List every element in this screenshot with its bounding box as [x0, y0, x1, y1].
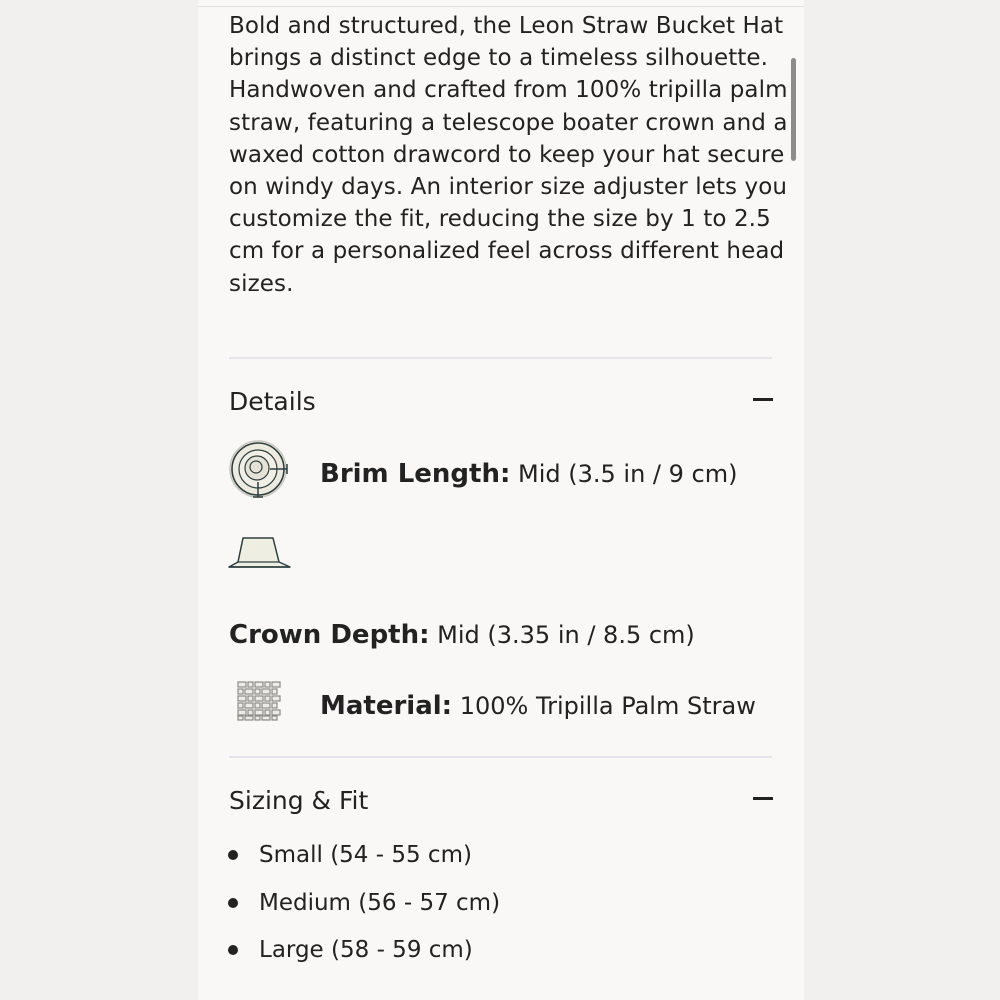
material-value: 100% Tripilla Palm Straw	[459, 692, 756, 720]
bucket-hat-icon	[228, 534, 292, 570]
size-small: Small (54 - 55 cm)	[259, 842, 472, 868]
list-item	[229, 835, 500, 883]
details-section-title[interactable]: Details	[229, 387, 316, 416]
sizing-section-title[interactable]: Sizing & Fit	[229, 786, 369, 815]
material-label: Material:	[320, 691, 453, 721]
size-medium: Medium (56 - 57 cm)	[259, 889, 501, 916]
detail-crown-depth	[229, 619, 695, 651]
list-item	[229, 930, 500, 978]
bullet-icon	[228, 898, 238, 908]
details-collapse-icon[interactable]	[750, 387, 776, 413]
detail-material	[320, 690, 756, 722]
top-divider	[198, 6, 804, 7]
section-divider	[229, 756, 772, 758]
brim-length-label: Brim Length:	[320, 459, 511, 489]
crown-depth-label: Crown Depth:	[229, 620, 430, 650]
product-description: Bold and structured, the Leon Straw Bucket Hat brings a distinct edge to a timeless silhouette. Handwoven and crafted from 100% tripilla palm straw, featuring a telescope boater crown and a waxed cotton drawcord to keep your hat secure on windy days. An interior size adjuster lets you customize the fit, reducing the size by 1 to 2.5 cm for a personalized feel across different head sizes.	[229, 13, 788, 297]
woven-straw-icon	[236, 680, 282, 722]
bullet-icon	[228, 945, 238, 955]
brim-length-icon	[228, 440, 290, 500]
size-list	[229, 835, 500, 978]
brim-length-value: Mid (3.5 in / 9 cm)	[518, 460, 738, 488]
size-large: Large (58 - 59 cm)	[259, 937, 473, 963]
sizing-collapse-icon[interactable]	[750, 786, 776, 812]
bullet-icon	[228, 850, 238, 860]
crown-depth-value: Mid (3.35 in / 8.5 cm)	[437, 621, 695, 649]
product-info-panel	[198, 0, 804, 1000]
scrollbar-thumb[interactable]	[791, 58, 796, 161]
detail-brim-length	[320, 458, 737, 490]
section-divider	[229, 357, 772, 359]
list-item	[229, 883, 500, 931]
